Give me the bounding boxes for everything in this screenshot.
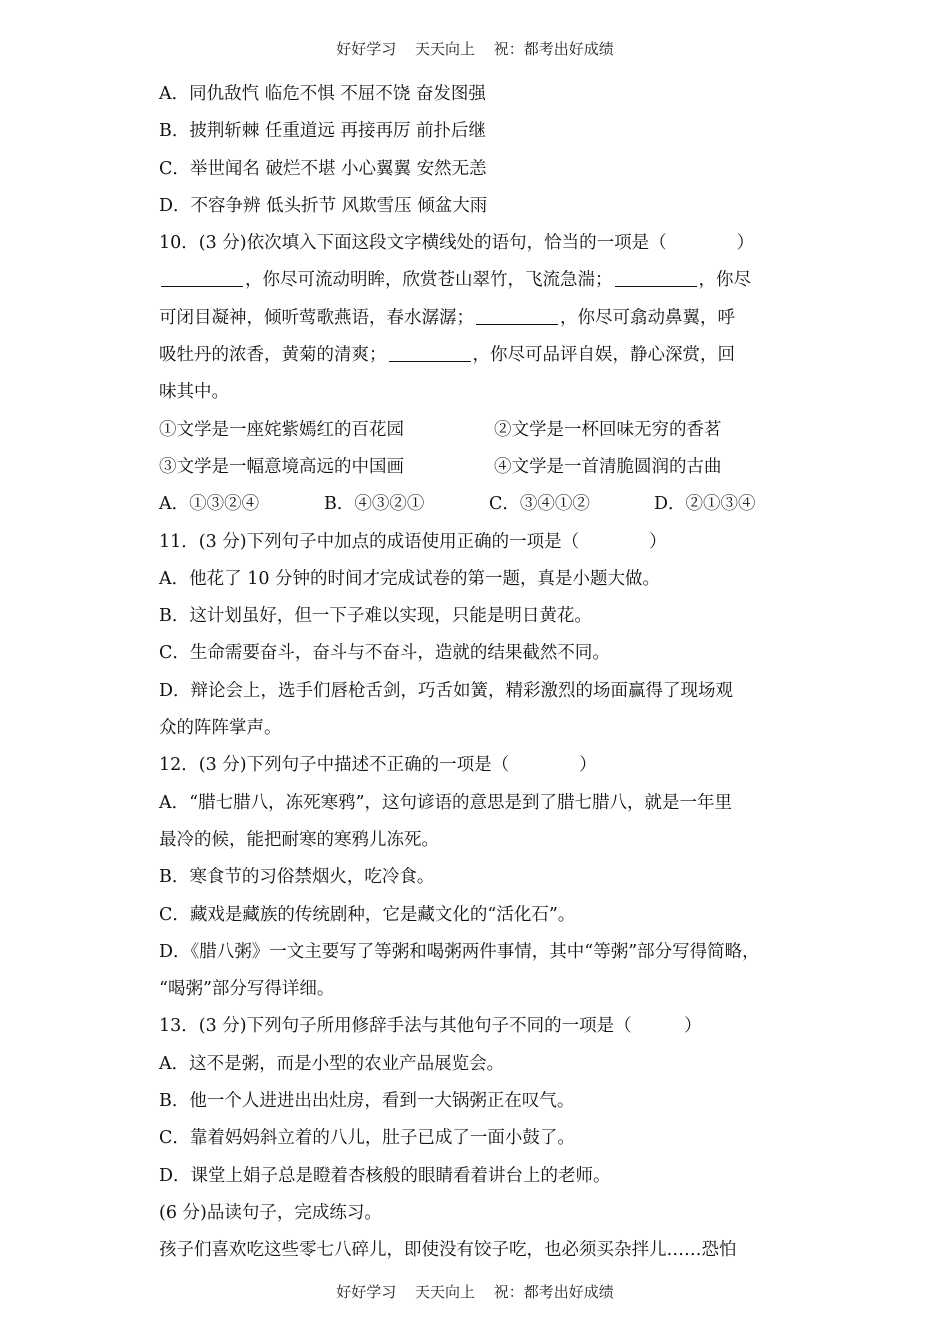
- reading-title: (6 分)品读句子，完成练习。: [159, 1202, 382, 1223]
- header-part-2: 天天向上: [414, 40, 475, 58]
- q10-option-a: A．①③②④: [159, 494, 260, 515]
- q13-option-c: C．靠着妈妈斜立着的八儿，肚子已成了一面小鼓了。: [159, 1128, 575, 1149]
- q13-option-d: D．课堂上娟子总是瞪着杏核般的眼睛看着讲台上的老师。: [159, 1165, 611, 1186]
- reading-paragraph: 孩子们喜欢吃这些零七八碎儿，即使没有饺子吃，也必须买杂拌儿……恐怕: [159, 1240, 737, 1261]
- q13-option-b: B．他一个人进进出出灶房，看到一大锅粥正在叹气。: [159, 1091, 575, 1112]
- q12-option-a-line-1: A．“腊七腊八，冻死寒鸦”，这句谚语的意思是到了腊七腊八，就是一年里: [159, 792, 733, 813]
- q11-option-b: B．这计划虽好，但一下子难以实现，只能是明日黄花。: [159, 606, 592, 627]
- q12-option-d-line-1: D．《腊八粥》一文主要写了等粥和喝粥两件事情，其中“等粥”部分写得简略，: [159, 941, 760, 962]
- header-part-3: 祝：都考出好成绩: [493, 40, 614, 58]
- q10-stem: 10．(3 分)依次填入下面这段文字横线处的语句，恰当的一项是（ ）: [159, 233, 755, 254]
- q10-text: ，你尽可翕动鼻翼，呼: [560, 307, 735, 328]
- q12-option-b: B．寒食节的习俗禁烟火，吃冷食。: [159, 867, 435, 888]
- q12-option-c: C．藏戏是藏族的传统剧种，它是藏文化的“活化石”。: [159, 904, 576, 925]
- q11-option-a: A．他花了 10 分钟的时间才完成试卷的第一题，真是小题大做。: [159, 568, 661, 589]
- q10-text: 吸牡丹的浓香，黄菊的清爽；: [159, 345, 387, 366]
- footer-part-1: 好好学习: [336, 1283, 397, 1301]
- q11-option-c: C．生命需要奋斗，奋斗与不奋斗，造就的结果截然不同。: [159, 643, 610, 664]
- footer-part-3: 祝：都考出好成绩: [493, 1283, 614, 1301]
- q10-option-b: B．④③②①: [324, 494, 425, 515]
- q11-option-d-line-1: D．辩论会上，选手们唇枪舌剑，巧舌如簧，精彩激烈的场面赢得了现场观: [159, 680, 734, 701]
- q12-stem: 12．(3 分)下列句子中描述不正确的一项是（ ）: [159, 755, 597, 776]
- q10-text: ，你尽可流动明眸，欣赏苍山翠竹，飞流急湍；: [245, 270, 613, 291]
- exam-content: [159, 76, 799, 1270]
- q10-line-4: 味其中。: [159, 382, 229, 403]
- q10-sentences-row-2: [159, 449, 799, 486]
- q10-text: ，你尽可品评自娱，静心深赏，回: [472, 345, 735, 366]
- q10-text: ，你尽: [698, 270, 751, 291]
- q10-line-3: [159, 337, 799, 374]
- q10-sentence-4: ④文学是一首清脆圆润的古曲: [494, 456, 722, 477]
- page-footer: [0, 1281, 950, 1302]
- header-part-1: 好好学习: [336, 40, 397, 58]
- q10-sentence-2: ②文学是一杯回味无穷的香茗: [494, 419, 722, 440]
- q10-line-1: [159, 262, 799, 299]
- q9-option-c: C．举世闻名 破烂不堪 小心翼翼 安然无恙: [159, 158, 487, 179]
- footer-part-2: 天天向上: [414, 1283, 475, 1301]
- q10-option-c: C．③④①②: [489, 494, 590, 515]
- q13-stem: 13．(3 分)下列句子所用修辞手法与其他句子不同的一项是（ ）: [159, 1016, 702, 1037]
- q12-option-d-line-2: “喝粥”部分写得详细。: [159, 979, 335, 1000]
- q10-options: [159, 486, 799, 523]
- q13-option-a: A．这不是粥，而是小型的农业产品展览会。: [159, 1053, 505, 1074]
- q9-option-b: B．披荆斩棘 任重道远 再接再厉 前扑后继: [159, 121, 487, 142]
- q10-text: 可闭目凝神，倾听莺歌燕语，春水潺潺；: [159, 307, 474, 328]
- q10-line-2: [159, 300, 799, 337]
- q10-sentence-3: ③文学是一幅意境高远的中国画: [159, 456, 404, 477]
- q11-stem: 11．(3 分)下列句子中加点的成语使用正确的一项是（ ）: [159, 531, 667, 552]
- q11-option-d-line-2: 众的阵阵掌声。: [159, 718, 282, 739]
- q10-sentence-1: ①文学是一座姹紫嫣红的百花园: [159, 419, 404, 440]
- blank-4: [389, 341, 471, 362]
- blank-3: [476, 304, 558, 325]
- q10-sentences-row-1: [159, 412, 799, 449]
- q10-option-d: D．②①③④: [654, 494, 756, 515]
- page-header: [0, 38, 950, 59]
- q9-option-a: A．同仇敌忾 临危不惧 不屈不饶 奋发图强: [159, 84, 486, 104]
- blank-2: [615, 266, 697, 287]
- q9-option-d: D．不容争辨 低头折节 风欺雪压 倾盆大雨: [159, 195, 488, 216]
- q12-option-a-line-2: 最冷的候，能把耐寒的寒鸦儿冻死。: [159, 829, 439, 850]
- blank-1: [161, 266, 243, 287]
